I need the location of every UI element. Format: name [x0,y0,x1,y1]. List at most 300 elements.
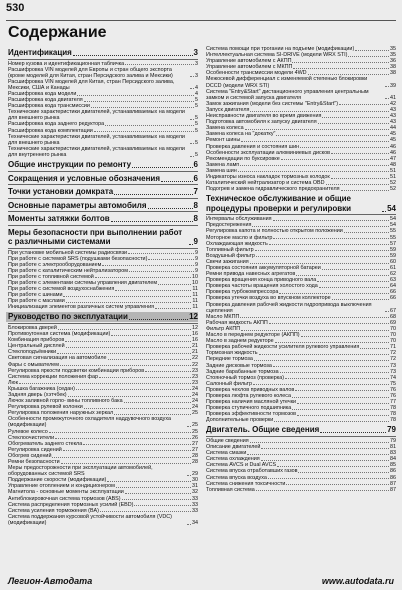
dot-leader [382,211,386,212]
toc-entry-title: Проверка эффективности тормозов [206,411,296,418]
dot-leader [292,409,389,410]
toc-entry-title: Антиблокировочная система тормозов (ABS) [8,495,121,502]
toc-entry-title: Предостережения [206,222,252,229]
toc-entry-title: Сокращения и условные обозначения [8,173,160,183]
toc-entry-title: Стояночный тормоз (проверка) [206,374,285,381]
toc-entry-title: Подогрев и замена гидравлического предохранителя [206,186,340,193]
toc-page-number: 46 [390,143,396,150]
dot-leader [273,220,389,221]
toc-entry-title: Система AVCS и Dual AVCS [206,462,277,469]
dot-leader [250,111,389,112]
dot-leader [273,366,389,367]
toc-page-number: 55 [390,228,396,235]
dot-leader [319,287,389,288]
toc-entry-title: Проверка давления и состояния шин [206,143,300,150]
toc-page-number: 10 [192,279,198,286]
toc-entry-title: Моменты затяжки болтов [8,214,110,223]
dot-leader [124,402,191,403]
toc-entry-title: Задняя дверь (хэтчбек) [8,391,67,398]
dot-leader [148,208,193,209]
toc-page-number: 9 [195,261,198,268]
toc-page-number: 21 [192,349,198,356]
toc-page-number: 72 [390,356,396,363]
toc-page-number: 28 [192,452,198,459]
toc-page-number: 54 [390,216,396,223]
toc-entry-title: Свечи зажигания [206,258,249,265]
toc-page-number: 23 [192,379,198,386]
toc-entry-title: Тормозная жидкость [206,350,258,357]
dot-leader [66,302,192,303]
toc-page-number: 5 [195,121,198,128]
dot-leader [111,221,193,222]
toc-entry-title: При работе с системой воздухоснабжения [8,286,115,293]
toc-page-number: 9 [195,267,198,274]
dot-leader [279,293,389,294]
toc-section-entry [8,214,198,224]
toc-entry-title: Масло МКПП [206,313,240,320]
toc-entry-title: Двигатель. Общие сведения [206,425,320,435]
dot-leader [66,347,191,348]
toc-entry-title: Проверка давления рабочей жидкости гидропривода выключения сцепления [206,301,372,314]
toc-page-number: 3 [193,48,198,57]
toc-entry-title: Точки установки домкрата [8,187,114,196]
toc-entry-title: Замена ламп [206,161,240,168]
toc-page-number: 81 [390,444,396,451]
toc-entry-title: Масло в переднем редукторе (АКПП) [206,332,300,339]
toc-entry-title: Меры безопасности при выполнении работ с различными системами [8,227,183,246]
toc-entry-title: Проверка утечки воздуха во впускном коллекторе [206,295,331,302]
toc-entry-title: Расшифровка VIN моделей для Китая, стран Персидского залива, Мексики, США и Канады [8,78,175,91]
dot-leader [52,457,191,458]
toc-page-number: 86 [390,474,396,481]
toc-page-number: 35 [390,46,396,52]
toc-page-number: 63 [390,277,396,284]
dot-leader [187,524,191,525]
toc-entry-title: Блокировка дверей [8,324,57,331]
dot-leader [115,290,191,291]
dot-leader [286,484,389,485]
toc-entry-title: Неисправности двигателя во время движения [206,113,322,120]
toc-page-number: 76 [390,392,396,399]
toc-entry [206,417,396,423]
section-underline [206,214,396,215]
toc-entry-title: Технические характеристики двигателей, устанавливаемых на модели для внешнего рынка [8,133,185,146]
toc-entry [206,487,396,493]
toc-section-entry [206,425,396,435]
toc-entry [8,465,198,477]
toc-page-number: 79 [390,437,396,444]
toc-entry [8,79,198,91]
dot-leader [339,104,389,105]
toc-entry-title: Проверка рабочей жидкости усилителя рулевого управления [206,344,360,351]
toc-entry-title: Общие сведения [206,437,249,444]
toc-entry-title: При работе с шинами [8,292,63,299]
toc-page-number: 32 [192,489,198,496]
dot-leader [19,383,191,384]
toc-entry-title: Техническое обслуживание и общие процедуры проверки и регулировки [206,194,352,213]
dot-leader [360,348,389,349]
toc-entry-title: Крышка багажника (седан) [8,385,75,392]
toc-entry-title: Система усиления торможения (BA) [8,507,99,514]
dot-leader [252,226,389,227]
toc-entry [206,89,396,101]
dot-leader [292,397,389,398]
dot-leader [128,253,194,254]
toc-entry-title: Основные параметры автомобиля [8,200,147,210]
toc-entry-title: Особенности эксплуатации алюминиевых дисков [206,149,330,156]
toc-entry-title: Система впуска воздуха [206,474,267,481]
toc-page-number: 45 [390,131,396,138]
dot-leader [355,50,389,51]
publisher-name: Легион-Автодата [8,576,93,586]
toc-entry-title: Задние дисковые тормоза [206,362,272,369]
dot-leader [57,353,191,354]
toc-entry-title: Поддержание скорости (модификации) [8,477,107,484]
toc-page-number: 67 [390,307,396,314]
dot-leader [190,143,194,144]
toc-entry-title: Проверка ступичного подшипника [206,405,292,412]
toc-entry-title: При работе с элементами системы управления двигателем [8,279,158,286]
dot-leader [111,335,191,336]
toc-entry-title: Стеклоочистители [8,434,55,441]
dot-leader [61,463,191,464]
toc-page-number: 8 [193,214,198,223]
toc-page-number: 7 [193,187,198,196]
toc-page-number: 51 [390,173,396,180]
dot-leader [73,55,193,56]
toc-page-number: 64 [390,283,396,290]
toc-entry-title: Система коррекции положения фар [8,373,98,380]
toc-page-number: 27 [192,446,198,453]
toc-entry-title: Световая сигнализация на автомобиле [8,355,107,362]
toc-entry-title: Технические характеристики двигателей, устанавливаемых на модели для внешнего рынка [8,109,185,122]
section-underline [8,211,198,212]
toc-page-number: 46 [390,149,396,156]
toc-entry-title: Подготовка автомобиля к запуску двигателя [206,119,317,126]
dot-leader [125,64,194,65]
dot-leader [95,277,191,278]
toc-page-number: 6 [193,173,198,183]
toc-entry-title: Интеллектуальная система SI-DRIVE (модели WRX STI) [206,52,348,59]
toc-entry-title: Система помощи при трогании на подъеме (модификации) [206,46,355,52]
dot-leader [326,184,389,185]
toc-page-number: 43 [390,119,396,126]
dot-leader [122,499,191,500]
toc-entry-title: Ремни безопасности [8,459,60,465]
toc-entry-title: Система распределения тормозных усилий (EBD) [8,501,134,508]
dot-leader [250,442,389,443]
toc-page-number: 5 [195,97,198,104]
toc-entry-title: Управление автомобилем с МКПП [206,64,293,71]
toc-entry-title: Особенности трансмиссии модели 4WD [206,70,307,77]
toc-page-number: 52 [390,180,396,187]
toc-page-number: 61 [390,265,396,271]
toc-entry-title: При работе с топливной системой [8,273,94,280]
toc-page-number: 77 [390,399,396,406]
toc-page-number: 68 [390,313,396,320]
dot-leader [273,238,389,239]
dot-leader [297,403,389,404]
toc-section-entry [8,160,198,170]
dot-leader [116,487,191,488]
toc-page-number: 12 [189,312,198,322]
dot-leader [344,232,389,233]
dot-leader [241,141,389,142]
toc-entry-title: Топливная система [206,486,255,493]
toc-page-number: 24 [192,398,198,405]
toc-entry-title: При работе с системой SRS (подушками безопасности) [8,255,148,262]
toc-page-number: 3 [195,60,198,67]
dot-leader [268,478,389,479]
toc-entry-title: Регулировка яркости подсветки комбинации приборов [8,367,145,374]
dot-leader [108,359,192,360]
toc-entry-title: Руководство по эксплуатации [8,312,128,322]
toc-entry-title: Воздушный фильтр [206,252,255,259]
dot-leader [295,390,389,391]
toc-entry-title: Проверка состояния аккумуляторной батареи [206,265,321,271]
toc-page-number: 41 [390,94,396,101]
toc-page-number: 16 [192,331,198,338]
toc-page-number: 31 [192,483,198,490]
toc-page-number: 36 [390,58,396,65]
dot-leader [301,336,389,337]
toc-entry-title: Задние барабанные тормоза [206,368,279,375]
toc-entry-title: Обогреватель заднего стекла [8,440,83,447]
toc-page-number: 70 [390,325,396,332]
dot-leader [245,129,389,130]
dot-leader [161,181,193,182]
dot-leader [255,250,389,251]
toc-section-entry [8,174,198,184]
toc-entry-title: Технические характеристики двигателей, устанавливаемых на модели для внутреннего рынка [8,145,185,158]
dot-leader [134,505,191,506]
toc-page-number: 47 [390,155,396,162]
toc-page-number: 55 [390,234,396,241]
toc-page-number: 23 [192,373,198,380]
dot-leader [63,450,191,451]
toc-entry-title: Дополнительные проверки [206,417,274,424]
toc-entry-title: Центральный дисплей [8,343,65,350]
toc-left-column [8,46,198,526]
toc-entry [206,186,396,192]
toc-entry-title: Проверка люфта рулевого колеса [206,392,291,399]
dot-leader [280,372,389,373]
dot-leader [107,481,191,482]
toc-page-number: 9 [195,249,198,256]
toc-page-number: 72 [390,350,396,357]
toc-page-number: 70 [390,338,396,345]
toc-page-number: 76 [390,386,396,393]
dot-leader [277,466,389,467]
toc-page-number: 75 [390,380,396,387]
toc-page-number: 42 [390,100,396,107]
dot-leader [190,156,194,157]
toc-page-number: 52 [390,186,396,193]
dot-leader [385,311,389,312]
toc-entry-title: Проверка чехлов приводных валов [206,386,295,393]
page-number: 530 [6,2,25,14]
toc-entry-title: Люк [8,379,18,386]
dot-leader [125,493,191,494]
toc-entry-title: Система охлаждения [206,456,260,463]
toc-entry-title: Охлаждающая жидкость [206,240,268,247]
toc-entry-title: Замок зажигания (модели без системы "Entry&Start") [206,100,339,107]
toc-page-number: 25 [192,422,198,429]
dot-leader [269,244,389,245]
toc-entry [8,514,198,526]
dot-leader [241,330,389,331]
toc-entry-title: Номер кузова и идентификационная табличка [8,60,125,67]
toc-entry [8,304,198,310]
dot-leader [250,263,389,264]
toc-entry [8,134,198,146]
toc-entry [206,76,396,88]
toc-entry-title: Фильтр АКПП [206,325,241,332]
dot-leader [297,415,389,416]
toc-page-number: 51 [390,167,396,174]
publisher-site: www.autodata.ru [321,576,394,586]
section-underline [8,171,198,172]
toc-page-number: 23 [192,367,198,374]
toc-entry-title: Межосевой дифференциал с изменяемой степенью блокировки DCCD (модели WRX STI) [206,76,368,89]
toc-entry-title: Проверка наличия масляной утечки [206,399,297,406]
dot-leader [276,135,389,136]
toc-page-number: 3 [195,72,198,79]
toc-entry-title: Комбинация приборов [8,337,65,344]
dot-leader [274,421,389,422]
toc-entry-title: Моторное масло и фильтр [206,234,273,241]
toc-entry-title: Управление автомобилем с АКПП [206,58,292,65]
toc-entry-title: Регулировка положения наружных зеркал [8,410,114,417]
toc-page-number: 78 [390,417,396,424]
toc-page-number: 24 [192,385,198,392]
dot-leader [300,147,389,148]
dot-leader [254,360,389,361]
toc-entry-title: Масло в заднем редукторе [206,338,274,345]
toc-page-number: 43 [390,106,396,113]
toc-entry-title: Система смазки [206,450,247,457]
toc-page-number: 60 [390,258,396,265]
dot-leader [322,269,389,270]
toc-right-column [206,46,396,493]
toc-entry-title: Передние тормоза [206,356,253,363]
toc-page-number: 59 [390,246,396,253]
toc-page-number: 43 [390,113,396,120]
toc-page-number: 24 [192,391,198,398]
toc-page-number: 48 [390,161,396,168]
dot-leader [341,190,389,191]
toc-page-number: 22 [192,361,198,368]
dot-leader [100,511,191,512]
toc-entry-title: Индикаторы износа накладок тормозных колодок [206,173,330,180]
dot-leader [105,125,194,126]
section-underline [8,59,198,60]
toc-page-number: 25 [192,410,198,417]
toc-entry-title: Салонный фильтр [206,380,252,387]
toc-page-number: 5 [195,103,198,110]
toc-page-number: 73 [390,362,396,369]
dot-leader [292,62,389,63]
section-underline [8,225,198,226]
toc-section-entry [8,187,198,197]
dot-leader [259,354,389,355]
toc-section-entry [8,228,198,247]
dot-leader [240,317,389,318]
toc-page-number: 5 [195,151,198,158]
toc-entry-title: Система снижения токсичности [206,480,286,487]
toc-entry-title: Управление отоплением и кондиционером [8,483,115,490]
section-underline [8,248,198,249]
toc-entry-title: Идентификация [8,48,72,57]
toc-entry-title: Расшифровка кода заднего редуктора [8,121,105,128]
dot-leader [320,432,386,433]
toc-page-number: 79 [387,425,396,435]
toc-section-entry [8,48,198,58]
toc-page-number: 54 [390,222,396,229]
dot-leader [308,74,389,75]
dot-leader [84,408,191,409]
toc-entry-title: Расшифровка кода модели [8,90,77,97]
toc-entry-title: При работе с электрооборудованием [8,261,102,268]
toc-page-number: 74 [390,374,396,381]
toc-entry-title: Проверка турбокомпрессора [206,289,279,296]
toc-entry-title: Рабочая жидкость АКПП [206,319,268,326]
dot-leader [65,341,191,342]
dot-leader [190,76,194,77]
dot-leader [281,159,389,160]
toc-entry-title: Описание двигателей [206,444,261,451]
toc-page-number: 57 [390,240,396,247]
toc-entry-title: Общие инструкции по ремонту [8,160,132,169]
toc-entry-title: Обогрев сидений [8,452,52,459]
toc-entry-title: При установке мобильной системы радиосвязи [8,249,128,256]
toc-entry-title: Проверка частоты вращения холостого хода [206,283,318,290]
toc-page-number: 59 [390,252,396,259]
dot-leader [385,98,389,99]
dot-leader [187,426,191,427]
toc-entry-title: Расшифровка кода двигателя [8,97,83,104]
dot-leader [148,259,194,260]
toc-page-number: 66 [390,289,396,296]
toc-page-number: 6 [193,160,198,169]
toc-page-number: 27 [192,440,198,447]
toc-entry [8,67,198,79]
top-divider [6,20,396,21]
toc-entry-title: Регулировка капота и полностью открытом положении [206,228,343,235]
toc-entry-title: При работе с маслами [8,298,65,305]
toc-entry-title: Расшифровка кода трансмиссии [8,103,90,110]
page-title: Содержание [8,24,107,41]
dot-leader [261,448,389,449]
dot-leader [322,117,389,118]
toc-entry-title: Регулировка рулевой колонки [8,404,83,411]
section-underline [8,323,198,324]
toc-entry [8,416,198,428]
toc-page-number: 45 [390,137,396,144]
toc-section-entry [8,201,198,211]
dot-leader [129,319,188,320]
toc-entry-title: Особенности промежуточного охладителя наддувочного воздуха (модификации) [8,416,171,429]
toc-page-number: 34 [192,519,198,526]
toc-entry-title: Ремни привода навесных агрегатов [206,271,296,278]
toc-section-entry [206,194,396,213]
dot-leader [83,444,191,445]
dot-leader [385,86,389,87]
dot-leader [49,432,191,433]
dot-leader [77,95,194,96]
toc-page-number: 70 [390,332,396,339]
toc-page-number: 10 [192,273,198,280]
